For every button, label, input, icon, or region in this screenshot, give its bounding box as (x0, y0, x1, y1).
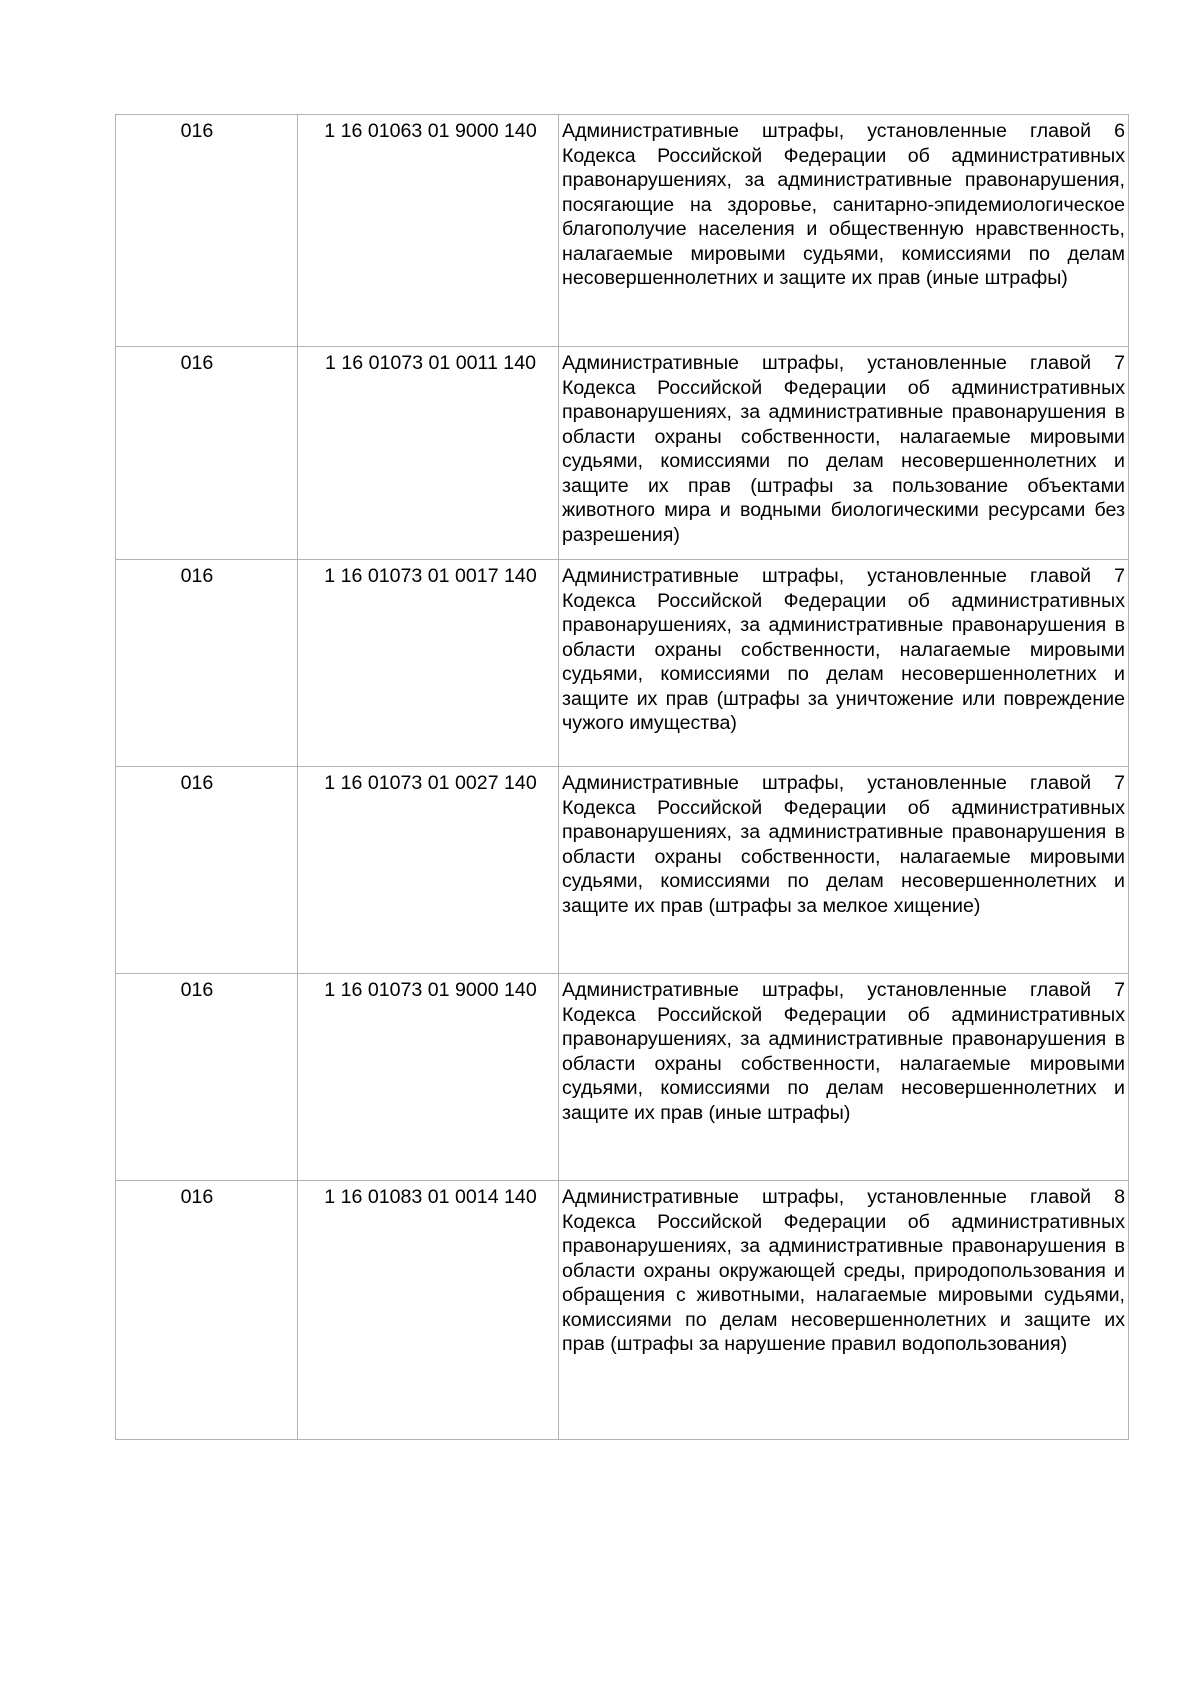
description-cell: Административные штрафы, установленные главой 7 Кодекса Российской Федерации об административных правонарушениях, за административные правонарушения в области охраны собственности, налагаемые мировыми судьями, комиссиями по делам несовершеннолетних и защите их прав (штрафы за уничтожение или повреждение чужого имущества) (559, 560, 1129, 767)
table-row (116, 974, 1129, 1181)
description-cell: Административные штрафы, установленные главой 7 Кодекса Российской Федерации об административных правонарушениях, за административные правонарушения в области охраны собственности, налагаемые мировыми судьями, комиссиями по делам несовершеннолетних и защите их прав (штрафы за мелкое хищение) (559, 767, 1129, 974)
admin-code-cell: 016 (116, 347, 298, 560)
admin-code-cell: 016 (116, 974, 298, 1181)
kbk-code-cell: 1 16 01073 01 0027 140 (298, 767, 559, 974)
kbk-code-cell: 1 16 01073 01 0011 140 (298, 347, 559, 560)
admin-code-cell: 016 (116, 1181, 298, 1440)
description-cell: Административные штрафы, установленные главой 7 Кодекса Российской Федерации об административных правонарушениях, за административные правонарушения в области охраны собственности, налагаемые мировыми судьями, комиссиями по делам несовершеннолетних и защите их прав (штрафы за пользование объектами животного мира и водными биологическими ресурсами без разрешения) (559, 347, 1129, 560)
table-row (116, 767, 1129, 974)
admin-code-cell: 016 (116, 115, 298, 347)
description-cell: Административные штрафы, установленные главой 7 Кодекса Российской Федерации об административных правонарушениях, за административные правонарушения в области охраны собственности, налагаемые мировыми судьями, комиссиями по делам несовершеннолетних и защите их прав (иные штрафы) (559, 974, 1129, 1181)
fines-table (115, 114, 1129, 1440)
description-cell: Административные штрафы, установленные главой 8 Кодекса Российской Федерации об административных правонарушениях, за административные правонарушения в области охраны окружающей среды, природопользования и обращения с животными, налагаемые мировыми судьями, комиссиями по делам несовершеннолетних и защите их прав (штрафы за нарушение правил водопользования) (559, 1181, 1129, 1440)
table-row (116, 115, 1129, 347)
table-row (116, 1181, 1129, 1440)
description-cell: Административные штрафы, установленные главой 6 Кодекса Российской Федерации об административных правонарушениях, за административные правонарушения, посягающие на здоровье, санитарно-эпидемиологическое благополучие населения и общественную нравственность, налагаемые мировыми судьями, комиссиями по делам несовершеннолетних и защите их прав (иные штрафы) (559, 115, 1129, 347)
table-row (116, 347, 1129, 560)
table-row (116, 560, 1129, 767)
admin-code-cell: 016 (116, 767, 298, 974)
kbk-code-cell: 1 16 01073 01 9000 140 (298, 974, 559, 1181)
kbk-code-cell: 1 16 01063 01 9000 140 (298, 115, 559, 347)
kbk-code-cell: 1 16 01083 01 0014 140 (298, 1181, 559, 1440)
kbk-code-cell: 1 16 01073 01 0017 140 (298, 560, 559, 767)
admin-code-cell: 016 (116, 560, 298, 767)
